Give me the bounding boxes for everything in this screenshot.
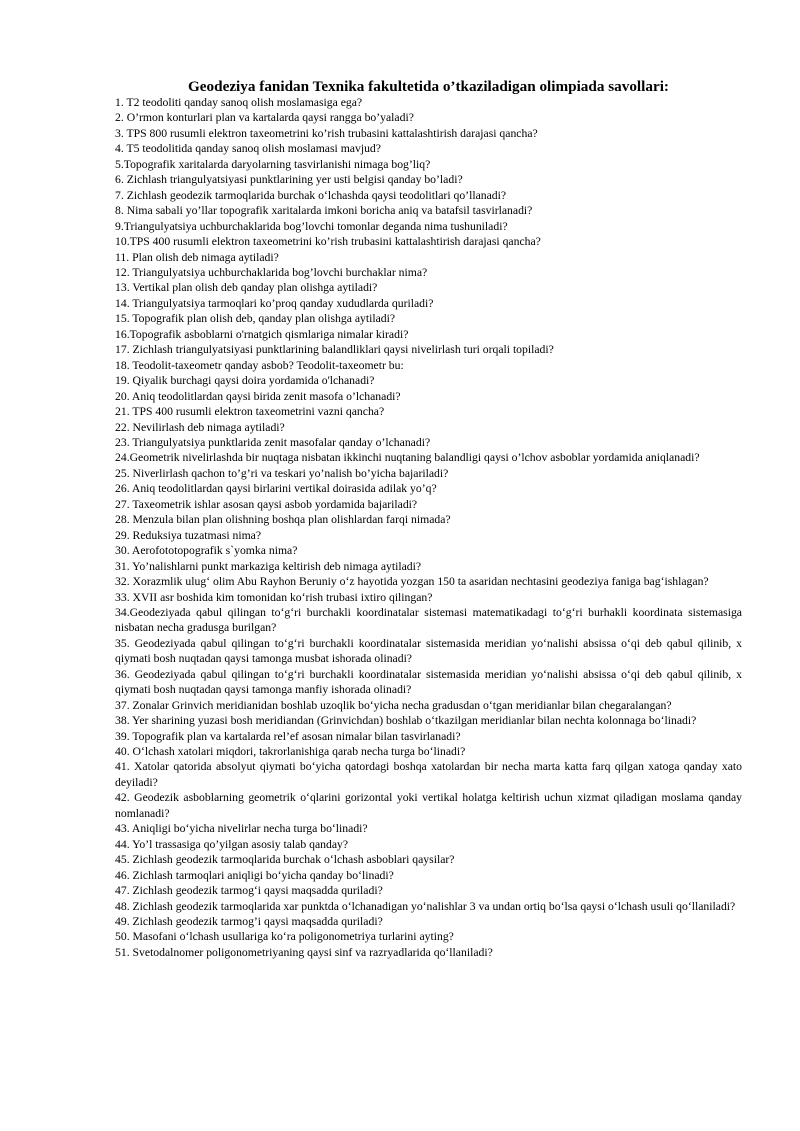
question-item: 17. Zichlash triangulyatsiyasi punktlarining balandliklari qaysi nivelirlash turi orqali topiladi? xyxy=(115,343,554,357)
question-item: 26. Aniq teodolitlardan qaysi birlarini vertikal doirasida adilak yo’q? xyxy=(115,482,437,496)
question-item: 3. TPS 800 rusumli elektron taxeometrini ko’rish trubasini kattalashtirish darajasi qancha? xyxy=(115,126,538,140)
question-item: 33. XVII asr boshida kim tomonidan ko‘rish trubasi ixtiro qilingan? xyxy=(115,590,433,604)
question-item: 40. O‘lchash xatolari miqdori, takrorlanishiga qarab necha turga bo‘linadi? xyxy=(115,745,466,759)
question-item: 38. Yer sharining yuzasi bosh meridiandan (Grinvichdan) boshlab o‘tkazilgan meridianlar bilan nechta kolonnaga bo‘linadi? xyxy=(115,714,697,728)
question-item: 28. Menzula bilan plan olishning boshqa plan olishlardan farqi nimada? xyxy=(115,513,451,527)
question-item: 12. Triangulyatsiya uchburchaklarida bog’lovchi burchaklar nima? xyxy=(115,265,428,279)
question-item: 5.Topografik xaritalarda daryolarning tasvirlanishi nimaga bog’liq? xyxy=(115,157,431,171)
question-item: 46. Zichlash tarmoqlari aniqligi bo‘yicha qanday bo‘linadi? xyxy=(115,868,394,882)
question-item: 6. Zichlash triangulyatsiyasi punktlarining yer usti belgisi qanday bo’ladi? xyxy=(115,173,463,187)
question-item: 8. Nima sabali yo’llar topografik xaritalarda imkoni boricha aniq va batafsil tasvirlanadi? xyxy=(115,204,533,218)
question-item: 47. Zichlash geodezik tarmog‘i qaysi maqsadda quriladi? xyxy=(115,884,383,898)
question-item: 18. Teodolit-taxeometr qanday asbob? Teodolit-taxeometr bu: xyxy=(115,358,404,372)
question-item: 21. TPS 400 rusumli elektron taxeometrini vazni qancha? xyxy=(115,405,385,419)
question-item: 13. Vertikal plan olish deb qanday plan olishga aytiladi? xyxy=(115,281,378,295)
question-item: 20. Aniq teodolitlardan qaysi birida zenit masofa o’lchanadi? xyxy=(115,389,401,403)
question-item: 4. T5 teodolitida qanday sanoq olish moslamasi mavjud? xyxy=(115,142,381,156)
question-item: 30. Aerofototopografik s`yomka nima? xyxy=(115,544,298,558)
question-item: 16.Topografik asboblarni o'rnatgich qismlariga nimalar kiradi? xyxy=(115,327,409,341)
question-item: 1. T2 teodoliti qanday sanoq olish moslamasiga ega? xyxy=(115,96,363,109)
question-item: 9.Triangulyatsiya uchburchaklarida bog’lovchi tomonlar deganda nima tushuniladi? xyxy=(115,219,508,233)
question-item: 50. Masofani o‘lchash usullariga ko‘ra poligonometriya turlarini ayting? xyxy=(115,930,454,944)
question-item: 34.Geodeziyada qabul qilingan to‘g‘ri burchakli koordinatalar sistemasi matematikadagi to‘g‘ri burhakli koordinata sistemasiga nisbatan necha gradusga burilgan? xyxy=(115,605,742,635)
question-item: 14. Triangulyatsiya tarmoqlari ko’proq qanday xududlarda quriladi? xyxy=(115,296,434,310)
question-item: 39. Topografik plan va kartalarda rel’ef asosan nimalar bilan tasvirlanadi? xyxy=(115,729,461,743)
question-item: 11. Plan olish deb nimaga aytiladi? xyxy=(115,250,279,264)
question-item: 32. Xorazmlik ulug‘ olim Abu Rayhon Beruniy o‘z hayotida yozgan 150 ta asaridan nechtasini geodeziya faniga bag‘ishlagan? xyxy=(115,575,709,589)
question-item: 22. Nevilirlash deb nimaga aytiladi? xyxy=(115,420,285,434)
question-item: 7. Zichlash geodezik tarmoqlarida burchak o‘lchashda qaysi teodolitlari qo’llanadi? xyxy=(115,188,507,202)
question-item: 42. Geodezik asboblarning geometrik o‘qlarini gorizontal yoki vertikal holatga keltirish uchun xizmat qiladigan moslama qanday nomlanadi? xyxy=(115,791,742,820)
question-item: 44. Yo’l trassasiga qo’yilgan asosiy talab qanday? xyxy=(115,837,349,851)
question-item: 29. Reduksiya tuzatmasi nima? xyxy=(115,528,262,542)
question-item: 27. Taxeometrik ishlar asosan qaysi asbob yordamida bajariladi? xyxy=(115,497,418,511)
question-item: 31. Yo’nalishlarni punkt markaziga keltirish deb nimaga aytiladi? xyxy=(115,559,422,573)
question-item: 19. Qiyalik burchagi qaysi doira yordamida o'lchanadi? xyxy=(115,374,375,388)
question-item: 2. O’rmon konturlari plan va kartalarda qaysi rangga bo’yaladi? xyxy=(115,111,414,125)
question-item: 23. Triangulyatsiya punktlarida zenit masofalar qanday o’lchanadi? xyxy=(115,435,431,449)
question-item: 48. Zichlash geodezik tarmoqlarida xar punktda o‘lchanadigan yo‘nalishlar 3 va undan ortiq bo‘lsa qaysi o‘lchash usuli qo‘llaniladi? xyxy=(115,899,736,913)
question-item: 49. Zichlash geodezik tarmog’i qaysi maqsadda quriladi? xyxy=(115,915,383,929)
question-item: 36. Geodeziyada qabul qilingan to‘g‘ri burchakli koordinatalar sistemasida meridian yo‘nalishi absissa o‘qi deb qabul qilinib, x qiymati bosh nuqtadan qaysi tamonga manfiy ishorada olinadi? xyxy=(115,667,742,697)
question-item: 45. Zichlash geodezik tarmoqlarida burchak o‘lchash asboblari qaysilar? xyxy=(115,853,455,867)
question-item: 24.Geometrik nivelirlashda bir nuqtaga nisbatan ikkinchi nuqtaning balandligi qaysi o’lchov asboblar yordamida aniqlanadi? xyxy=(115,451,700,465)
page-title: Geodeziya fanidan Texnika fakultetida o’tkaziladigan olimpiada savollari: xyxy=(187,78,669,95)
question-item: 25. Niverlirlash qachon to’g’ri va teskari yo’nalish bo’yicha bajariladi? xyxy=(115,466,449,480)
question-item: 43. Aniqligi bo‘yicha nivelirlar necha turga bo‘linadi? xyxy=(115,822,368,836)
question-item: 35. Geodeziyada qabul qilingan to‘g‘ri burchakli koordinatalar sistemasida meridian yo‘nalishi absissa o‘qi deb qabul qilinib, x qiymati bosh nuqtadan qaysi tamonga musbat ishorada olinadi? xyxy=(115,636,742,666)
question-item: 51. Svetodalnomer poligonometriyaning qaysi sinf va razryadlarida qo‘llaniladi? xyxy=(115,945,493,959)
question-item: 10.TPS 400 rusumli elektron taxeometrini ko’rish trubasini kattalashtirish darajasi qancha? xyxy=(115,235,541,249)
question-item: 15. Topografik plan olish deb, qanday plan olishga aytiladi? xyxy=(115,312,396,326)
question-item: 41. Xatolar qatorida absolyut qiymati bo‘yicha qatordagi boshqa xatolardan bir necha marta katta farq qilgan xatoga qanday xato deyiladi? xyxy=(115,760,742,789)
question-item: 37. Zonalar Grinvich meridianidan boshlab uzoqlik bo‘yicha necha gradusdan o‘tgan meridianlar bilan chegaralangan? xyxy=(115,698,672,712)
question-list xyxy=(115,95,742,960)
